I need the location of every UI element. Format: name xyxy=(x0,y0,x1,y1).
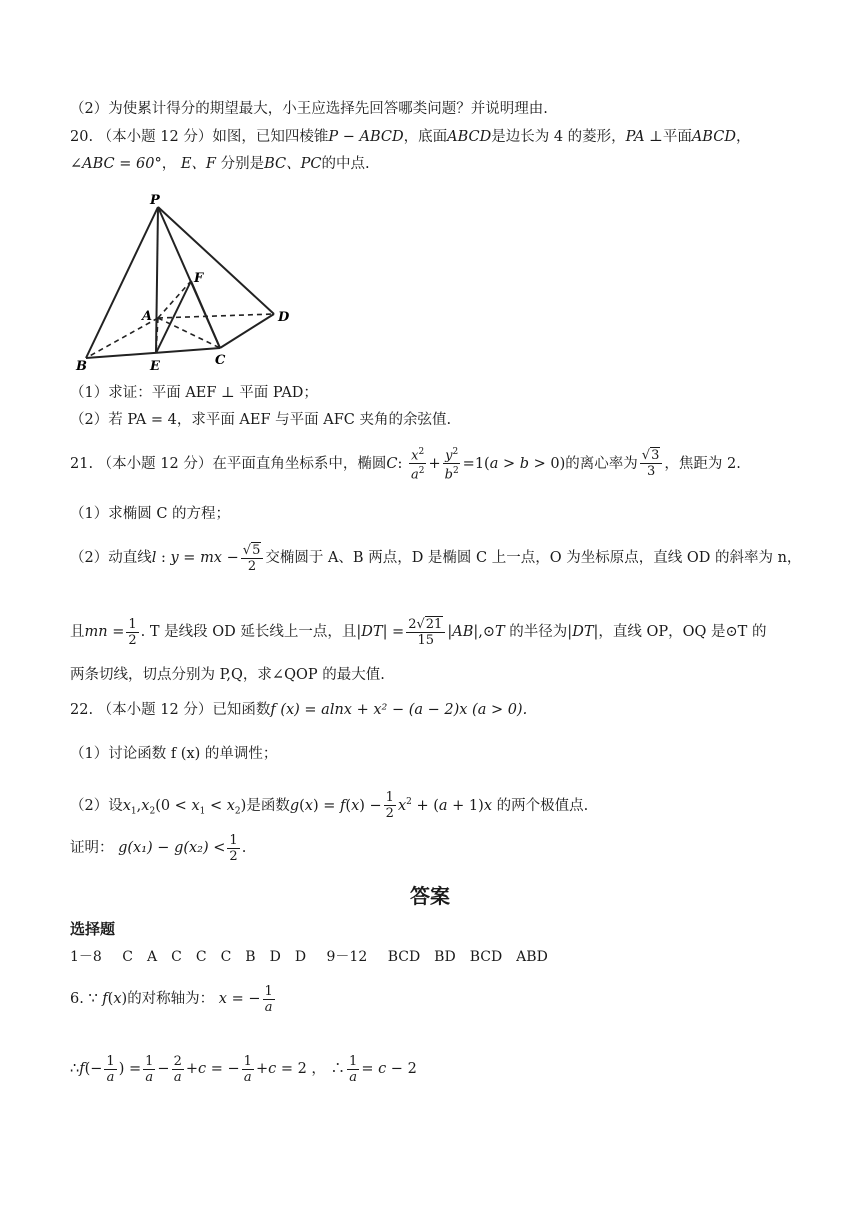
q20-part2: （2）若 PA = 4，求平面 AEF 与平面 AFC 夹角的余弦值. xyxy=(70,412,452,428)
label-D: D xyxy=(278,310,290,325)
q21-part2-line2: 且mn = $\frac{1}{2}$ . T 是线段 OD 延长线上一点，且|DT| = $\frac{2√21}{15}$ |AB|,⊙T 的半径为|DT|，直线 OP，OQ 是⊙T 的 xyxy=(70,616,767,648)
q20-part1: （1）求证：平面 AEF ⊥ 平面 PAD； xyxy=(70,385,318,401)
q21-part2-line3: 两条切线，切点分别为 P,Q，求∠QOP 的最大值. xyxy=(70,667,385,683)
label-A: A xyxy=(142,309,153,324)
solution-6-line1: 6. ∵ f(x)的对称轴为： x = − $\frac{1}{a}$ xyxy=(70,983,273,1015)
q22-proof: 证明： g(x₁) − g(x₂) < $\frac{1}{2}$ . xyxy=(70,832,247,864)
q20-line1: 20. （本小题 12 分）如图，已知四棱锥P − ABCD，底面ABCD是边长为 4 的菱形，PA ⊥平面ABCD， xyxy=(70,129,751,145)
pyramid-figure xyxy=(70,190,310,375)
label-E: E xyxy=(150,359,160,374)
answers-section: 选择题 xyxy=(70,920,116,938)
q21-line1: 21. （本小题 12 分）在平面直角坐标系中，椭圆C: $\frac{x^2}{a^2}$ + $\frac{y^2}{b^2}$ =1(a > b > 0)的离心率为 $\frac{√3}{3}$ ，焦距为 2. xyxy=(70,447,741,483)
q22-part2: （2）设$x_1,x_2(0 < x_1 < x_2)$是函数g(x) = f(x) − $\frac{1}{2}$ $x^2 + (a + 1)x$ 的两个极值点. xyxy=(70,790,589,822)
label-F: F xyxy=(194,271,204,286)
answers-row: 1－8 C A C C C B D D 9－12 BCD BD BCD ABD xyxy=(70,949,548,965)
q22-part1: （1）讨论函数 f (x) 的单调性； xyxy=(70,746,278,762)
answers-heading: 答案 xyxy=(410,884,450,908)
q21-part2-line1: （2）动直线l : y = mx − $\frac{√5}{2}$ 交椭圆于 A、B 两点，D 是椭圆 C 上一点，O 为坐标原点，直线 OD 的斜率为 n， xyxy=(70,542,802,574)
label-B: B xyxy=(76,359,87,374)
q21-part1: （1）求椭圆 C 的方程； xyxy=(70,506,231,522)
label-C: C xyxy=(215,353,226,368)
label-P: P xyxy=(150,193,160,208)
solution-6-line2: ∴f(− $\frac{1}{a}$ ) = $\frac{1}{a}$ − $\frac{2}{a}$ +c = − $\frac{1}{a}$ +c = 2 ， ∴ $\frac{1}{a}$ = c − 2 xyxy=(70,1053,417,1085)
q20-line2: ∠ABC = 60°， E、F 分别是BC、PC的中点. xyxy=(70,156,370,172)
q22-line1: 22. （本小题 12 分）已知函数f (x) = alnx + x² − (a − 2)x (a > 0). xyxy=(70,702,528,718)
q19-part2: （2）为使累计得分的期望最大，小王应选择先回答哪类问题？并说明理由. xyxy=(70,101,548,117)
